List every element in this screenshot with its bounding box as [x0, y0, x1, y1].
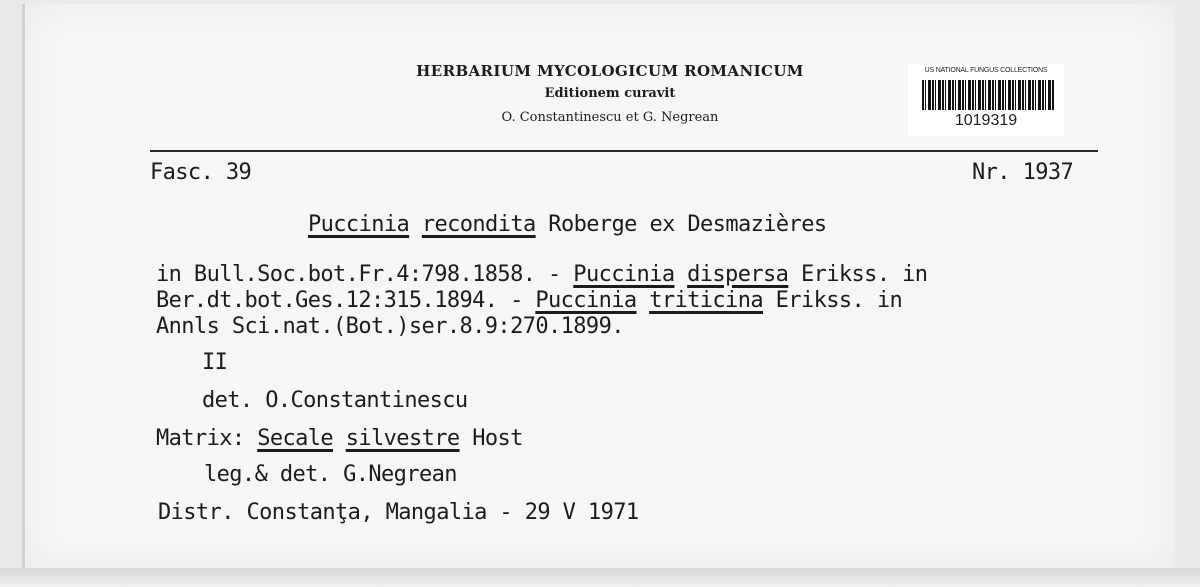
herbarium-subtitle: Editionem curavit: [544, 86, 676, 101]
host-matrix: [156, 426, 523, 451]
label-header: [330, 62, 890, 125]
locality: Distr. Constanţa, Mangalia - 29 V 1971: [158, 500, 639, 525]
synonym-genus: Puccinia: [573, 262, 675, 287]
citation-line-1: [156, 262, 927, 287]
citation-text: Erikss. in: [800, 262, 928, 287]
citation-line-2: [156, 288, 902, 313]
fascicle-number: Fasc. 39: [150, 160, 252, 185]
matrix-label: Matrix:: [156, 426, 245, 451]
spore-stage: II: [202, 350, 228, 375]
citation-line-3: Annls Sci.nat.(Bot.)ser.8.9:270.1899.: [156, 314, 624, 339]
specimen-number: Nr. 1937: [972, 160, 1074, 185]
barcode-sticker: [908, 64, 1064, 136]
epithet: recondita: [421, 212, 536, 237]
host-author: Host: [472, 426, 523, 451]
synonym-epithet: triticina: [649, 288, 763, 313]
authority: Roberge ex Desmazières: [548, 212, 827, 237]
collector: leg.& det. G.Negrean: [204, 462, 457, 487]
determiner: det. O.Constantinescu: [202, 388, 468, 413]
host-species: silvestre: [345, 426, 460, 451]
card-shadow: [0, 568, 1200, 587]
citation-text: in Bull.Soc.bot.Fr.4:798.1858. -: [156, 262, 574, 287]
citation-text: Ber.dt.bot.Ges.12:315.1894. -: [156, 288, 536, 313]
genus: Puccinia: [308, 212, 410, 237]
citation-text: Erikss. in: [775, 288, 903, 313]
species-name: [308, 212, 827, 237]
herbarium-title: HERBARIUM MYCOLOGICUM ROMANICUM: [416, 62, 804, 80]
barcode-number: 1019319: [954, 112, 1018, 129]
host-genus: Secale: [257, 426, 334, 451]
barcode-institution: US NATIONAL FUNGUS COLLECTIONS: [924, 67, 1048, 74]
synonym-epithet: dispersa: [687, 262, 789, 287]
synonym-genus: Puccinia: [535, 288, 637, 313]
header-divider: [150, 150, 1098, 152]
herbarium-editors: O. Constantinescu et G. Negrean: [501, 110, 719, 125]
barcode-icon: [922, 80, 1054, 110]
